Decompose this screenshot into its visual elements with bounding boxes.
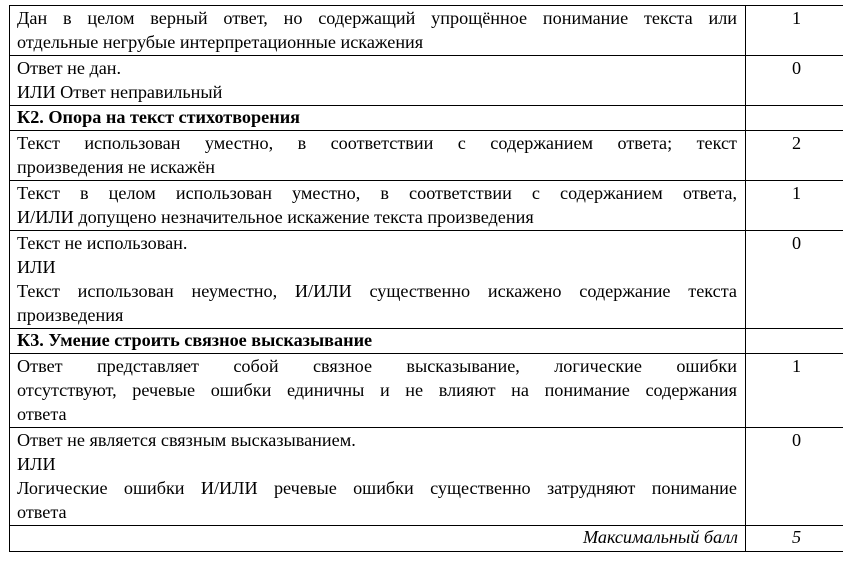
scoring-criteria-table xyxy=(9,5,843,552)
description-line: Логические ошибки И/ИЛИ речевые ошибки существенно затрудняют понимание xyxy=(17,478,737,498)
description-line: Ответ представляет собой связное высказывание, логические ошибки xyxy=(17,356,737,376)
description-line: И/ИЛИ допущено незначительное искажение текста произведения xyxy=(17,207,534,227)
criterion-description xyxy=(10,181,746,231)
description-line: произведения не искажён xyxy=(17,157,216,177)
total-label: Максимальный балл xyxy=(10,526,746,552)
criterion-row xyxy=(10,231,843,329)
criterion-row xyxy=(10,56,843,106)
criterion-score xyxy=(746,6,843,56)
criterion-description xyxy=(10,131,746,181)
description-line: ответа xyxy=(17,502,67,522)
criterion-row xyxy=(10,131,843,181)
criterion-score xyxy=(746,56,843,106)
score-value: 1 xyxy=(791,8,802,28)
criterion-row xyxy=(10,6,843,56)
score-value: 1 xyxy=(791,356,802,376)
criterion-description xyxy=(10,428,746,526)
criterion-description xyxy=(10,231,746,329)
description-line: Текст в целом использован уместно, в соответствии с содержанием ответа, xyxy=(17,183,737,203)
description-line: произведения xyxy=(17,305,124,325)
description-line: ИЛИ xyxy=(17,454,56,474)
description-line: ответа xyxy=(17,404,67,424)
criterion-description xyxy=(10,56,746,106)
score-value: 2 xyxy=(791,133,802,153)
section-header-row xyxy=(10,106,843,131)
criteria-table-body xyxy=(10,6,843,552)
criterion-score xyxy=(746,131,843,181)
section-score-empty xyxy=(746,106,843,131)
score-value: 0 xyxy=(791,58,802,78)
criterion-row xyxy=(10,428,843,526)
description-line: Дан в целом верный ответ, но содержащий упрощённое понимание текста или xyxy=(17,8,737,28)
total-row xyxy=(10,526,843,552)
description-line: Текст не использован. xyxy=(17,233,188,253)
score-value: 1 xyxy=(791,183,802,203)
criterion-score xyxy=(746,354,843,428)
section-score-empty xyxy=(746,329,843,354)
description-line: отдельные негрубые интерпретационные искажения xyxy=(17,32,424,52)
section-title: К3. Умение строить связное высказывание xyxy=(10,329,746,354)
description-line: Ответ не является связным высказыванием. xyxy=(17,430,356,450)
criterion-score xyxy=(746,428,843,526)
section-title: К2. Опора на текст стихотворения xyxy=(10,106,746,131)
total-score: 5 xyxy=(746,526,843,552)
score-value: 0 xyxy=(791,430,802,450)
criterion-row xyxy=(10,181,843,231)
description-line: Текст использован неуместно, И/ИЛИ существенно искажено содержание текста xyxy=(17,281,737,301)
score-value: 0 xyxy=(791,233,802,253)
description-line: ИЛИ xyxy=(17,257,56,277)
section-header-row xyxy=(10,329,843,354)
criterion-row xyxy=(10,354,843,428)
description-line: Ответ не дан. xyxy=(17,58,122,78)
criterion-description xyxy=(10,354,746,428)
criterion-description xyxy=(10,6,746,56)
criterion-score xyxy=(746,231,843,329)
description-line: Текст использован уместно, в соответствии с содержанием ответа; текст xyxy=(17,133,737,153)
criterion-score xyxy=(746,181,843,231)
description-line: ИЛИ Ответ неправильный xyxy=(17,82,223,102)
description-line: отсутствуют, речевые ошибки единичны и не влияют на понимание содержания xyxy=(17,380,737,400)
